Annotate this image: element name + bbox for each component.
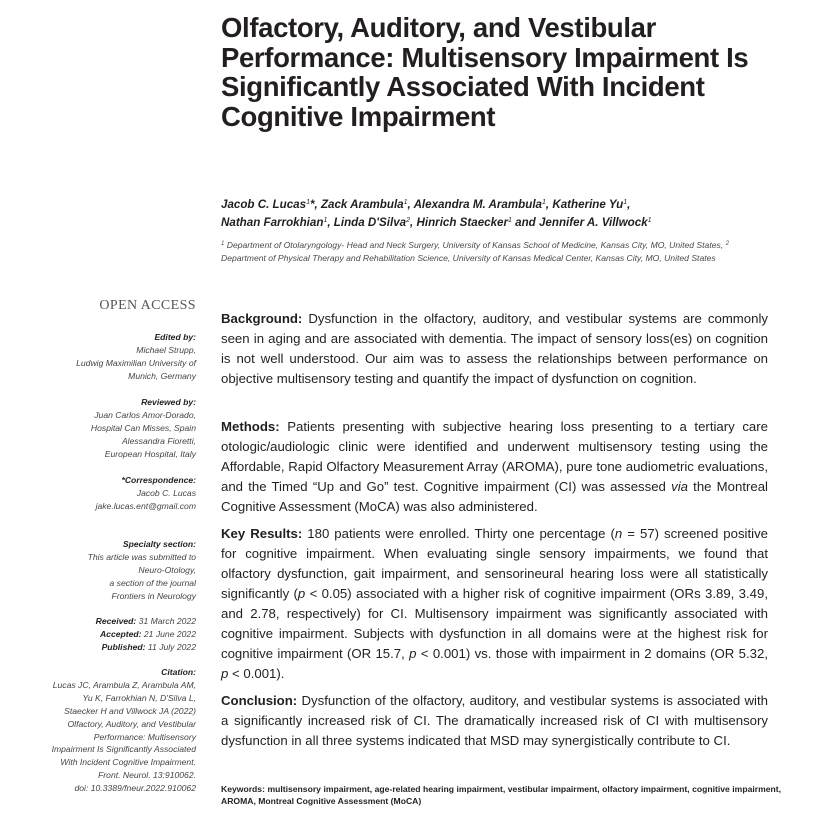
- author[interactable]: Alexandra M. Arambula$^1$: [413, 198, 546, 211]
- author-list: Jacob C. Lucas$^1$*, Zack Arambula$^1$, Alexandra M. Arambula$^1$, Katherine Yu$^1$, Nathan Farrokhian$^1$, Linda D'Silva$^2$, Hinrich Staecker$^1$ and Jennifer A. Villwock$^1$: [221, 198, 652, 229]
- author[interactable]: Zack Arambula$^1$: [320, 198, 408, 211]
- author[interactable]: Hinrich Staecker$^1$: [416, 215, 512, 229]
- author[interactable]: Katherine Yu$^1$: [552, 198, 628, 211]
- abstract-key-results: Key Results: 180 patients were enrolled. Thirty one percentage (n = 57) screened positive for cognitive impairment. When evaluating single sensory impairments, we found that olfactory dysfunction, gait impairment, and sensorineural hearing loss were all statistically significantly (p < 0.05) associated with a higher risk of cognitive impairment (ORs 3.89, 3.49, and 2.78, respectively) for CI. Multisensory impairment was significantly associated with cognitive impairment. Subjects with dysfunction in all domains were at the highest risk for cognitive impairment (OR 15.7, p < 0.001) vs. those with impairment in 2 domains (OR 5.32, p < 0.001).: [221, 526, 769, 681]
- author[interactable]: Nathan Farrokhian$^1$: [221, 215, 328, 229]
- citation-section: Citation: Lucas JC, Arambula Z, Arambula AM, Yu K, Farrokhian N, D'Silva L, Staecker H and Villwock JA (2022) Olfactory, Auditory, and Vestibular Performance: Multisensory Impairment Is Significantly Associated With Incident Cognitive Impairment. Front. Neurol. 13:910062. doi: 10.3389/fneur.2022.910062: [51, 667, 196, 794]
- correspondence-email[interactable]: jake.lucas.ent@gmail.com: [95, 500, 196, 511]
- citation-doi[interactable]: doi: 10.3389/fneur.2022.910062: [74, 783, 196, 794]
- correspondence-section: *Correspondence: Jacob C. Lucas jake.lucas.ent@gmail.com: [95, 475, 196, 511]
- open-access-label: OPEN ACCESS: [99, 298, 196, 313]
- abstract-methods: Methods: Patients presenting with subjective hearing loss presenting to a tertiary care otologic/audiologic clinic were identified and underwent multisensory testing using the Affordable, Rapid Olfactory Measurement Array (AROMA), pure tone audiometric evaluations, and the Timed “Up and Go” test. Cognitive impairment (CI) was assessed via the Montreal Cognitive Assessment (MoCA) was also administered.: [221, 419, 768, 514]
- affiliations: $^1$ Department of Otolaryngology- Head and Neck Surgery, University of Kansas School of Medicine, Kansas City, MO, United States, $^2$ Department of Physical Therapy and Rehabilitation Science, University of Kansas Medical Center, Kansas City, MO, United States: [221, 240, 729, 263]
- edited-by-section: Edited by: Michael Strupp, Ludwig Maximilian University of Munich, Germany: [76, 332, 196, 381]
- dates-section: Received: 31 March 2022 Accepted: 21 June 2022 Published: 11 July 2022: [95, 616, 196, 652]
- article-title: Olfactory, Auditory, and Vestibular Performance: Multisensory Impairment Is Significantly Associated With Incident Cognitive Impairment: [221, 12, 749, 132]
- author[interactable]: Linda D'Silva$^2$: [333, 215, 411, 229]
- abstract-conclusion: Conclusion: Dysfunction of the olfactory, auditory, and vestibular systems is associated with a significantly increased risk of CI. The dramatically increased risk of CI with multisensory dysfunction in all three systems indicated that MSD may synergistically contribute to CI.: [221, 693, 768, 748]
- author[interactable]: Jennifer A. Villwock$^1$: [538, 215, 652, 229]
- abstract-background: Background: Dysfunction in the olfactory, auditory, and vestibular systems are commonly seen in aging and are associated with dementia. The impact of sensory loss(es) on cognition is not well understood. Our aim was to assess the relationships between performance on objective multisensory testing and quantify the impact of dysfunction on cognition.: [221, 311, 768, 386]
- specialty-section: Specialty section: This article was submitted to Neuro-Otology, a section of the journal Frontiers in Neurology: [87, 539, 196, 601]
- author[interactable]: Jacob C. Lucas$^1$*: [221, 198, 315, 211]
- reviewed-by-section: Reviewed by: Juan Carlos Amor-Dorado, Hospital Can Misses, Spain Alessandra Fioretti, European Hospital, Italy: [90, 397, 196, 459]
- keywords: Keywords: multisensory impairment, age-related hearing impairment, vestibular impairment, olfactory impairment, cognitive impairment, AROMA, Montreal Cognitive Assessment (MoCA): [221, 784, 782, 806]
